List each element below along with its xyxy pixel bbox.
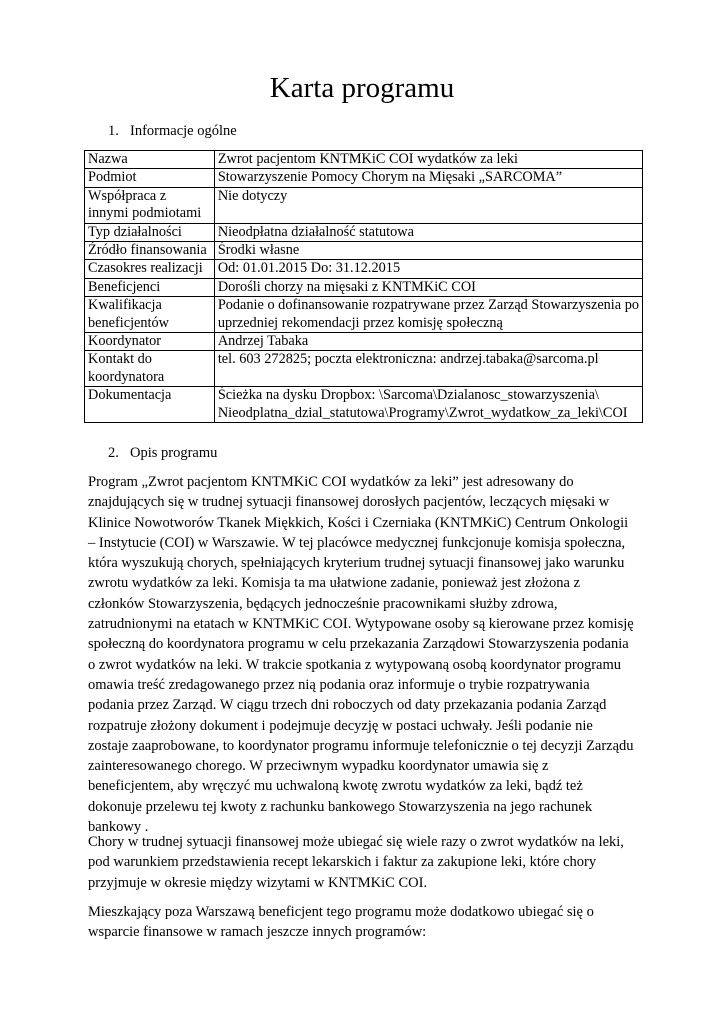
text-line: Klinice Nowotworów Tkanek Miękkich, Kości i Czerniaka (KNTMKiC) Centrum Onkologii [88,514,629,531]
table-label-cell [85,297,215,333]
table-label-cell [85,278,215,296]
table-value-line: Nie dotyczy [217,187,288,204]
table-value-cell [214,297,642,333]
table-label-line: koordynatora [88,368,165,385]
text-line: zwrotu wydatków za leki. Komisja ta ma ułatwione zadanie, ponieważ jest złożona z [88,575,581,592]
table-label-line: Podmiot [88,169,137,186]
text-line: – Instytucie (COI) w Warszawie. W tej placówce medycznej funkcjonuje komisja społeczna, [88,534,626,551]
paragraph-text [88,472,648,837]
table-row [85,333,643,351]
table-label-cell [85,242,215,260]
section-title: Informacje ogólne [130,123,237,139]
paragraph-text [88,832,648,893]
table-row [85,387,643,423]
table-row [85,242,643,260]
text-line: znajdujących się w trudnej sytuacji finansowej dorosłych pacjentów, leczących mięsaki w [88,494,610,511]
table-row [85,260,643,278]
section-heading-general [108,122,237,140]
paragraph-1 [88,472,648,837]
page-title: Karta programu [269,72,455,104]
table-label-line: Czasokres realizacji [88,260,203,277]
table-value-line: Od: 01.01.2015 Do: 31.12.2015 [217,260,401,277]
text-line: Chory w trudnej sytuacji finansowej może ubiegać się wiele razy o zwrot wydatków na leki, [88,834,624,850]
table-label-line: Dokumentacja [88,387,172,404]
table-row [85,297,643,333]
text-line: wsparcie finansowe w ramach jeszcze innych programów: [88,924,427,941]
text-line: członków Stowarzyszenia, będących jednocześnie pracownikami służby zdrowa, [88,595,558,612]
table-label-cell [85,223,215,241]
table-value-line: Nieodpłatna działalność statutowa [217,223,414,240]
table-value-line: Andrzej Tabaka [217,333,309,350]
text-line: podania przez Zarząd. W ciągu trzech dni roboczych od daty przekazania podania Zarząd [88,697,607,714]
info-table [84,150,643,423]
table-value-cell [214,351,642,387]
table-value-cell [214,242,642,260]
text-line: Mieszkający poza Warszawą beneficjent tego programu może dodatkowo ubiegać się o [88,904,594,920]
table-label-line: Beneficjenci [88,278,161,295]
table-value-cell [214,223,642,241]
table-label-line: Kwalifikacja [88,297,162,314]
table-label-line: Typ działalności [88,223,182,240]
table-value-line: Środki własne [217,242,300,259]
text-line: o zwrot wydatków na leki. W trakcie spotkania z wytypowaną osobą koordynator programu [88,656,622,673]
table-row [85,351,643,387]
table-value-cell [214,333,642,351]
text-line: beneficjentem, aby wręczyć mu uchwaloną kwotę zwrotu wydatków za leki, bądź też [88,778,583,795]
text-line: która wyszukują chorych, spełniających kryterium trudnej sytuacji finansowej jako warunku [88,555,625,572]
table-label-line: Współpraca z [88,187,167,204]
section-heading-description [108,444,217,462]
text-line: zatrudnionymi na etatach w KNTMKiC COI. Wytypowane osoby są kierowane przez komisję [88,616,634,633]
text-line: rozpatruje złożony dokument i podejmuje decyzję w postaci uchwały. Jeśli podanie nie [88,717,593,734]
table-label-line: Nazwa [88,151,128,167]
table-label-cell [85,387,215,423]
table-label-cell [85,260,215,278]
table-value-cell [214,187,642,223]
table-row [85,223,643,241]
table-row [85,151,643,169]
table-value-line: uprzedniej rekomendacji przez komisję społeczną [217,314,503,331]
paragraph-text [88,902,648,943]
table-value-cell [214,151,642,169]
table-value-cell [214,387,642,423]
table-row [85,169,643,187]
table-row [85,278,643,296]
section-number: 1. [108,123,119,139]
section-title: Opis programu [130,445,218,461]
table-label-line: beneficjentów [88,314,169,331]
table-label-cell [85,151,215,169]
table-value-line: Zwrot pacjentom KNTMKiC COI wydatków za leki [217,151,518,167]
paragraph-3 [88,902,648,943]
text-line: omawia treść zredagowanego przez nią podania oraz informuje o trybie rozpatrywania [88,676,590,693]
text-line: przyjmuje w okresie między wizytami w KNTMKiC COI. [88,874,428,891]
table-value-cell [214,169,642,187]
text-line: pod warunkiem przedstawienia recept lekarskich i faktur za zakupione leki, które chory [88,854,597,871]
table-value-line: Dorośli chorzy na mięsaki z KNTMKiC COI [217,278,476,295]
table-label-line: Koordynator [88,333,162,350]
text-line: zainteresowanego chorego. W przeciwnym wypadku koordynator umawia się z [88,758,549,775]
table-label-cell [85,333,215,351]
table-value-cell [214,260,642,278]
paragraph-2 [88,832,648,893]
table-value-line: Stowarzyszenie Pomocy Chorym na Mięsaki „SARCOMA” [217,169,563,186]
table-value-line: tel. 603 272825; poczta elektroniczna: andrzej.tabaka@sarcoma.pl [217,351,599,368]
table-value-cell [214,278,642,296]
table-label-line: innymi podmiotami [88,205,202,222]
table-label-line: Kontakt do [88,351,152,368]
table-label-cell [85,169,215,187]
text-line: Program „Zwrot pacjentom KNTMKiC COI wydatków za leki” jest adresowany do [88,474,574,490]
text-line: dokonuje przelewu tej kwoty z rachunku bankowego Stowarzyszenia na jego rachunek [88,798,593,815]
table-value-line: Ścieżka na dysku Dropbox: \Sarcoma\Dzialanosc_stowarzyszenia\ [217,387,599,404]
table-label-line: Źródło finansowania [88,242,207,259]
text-line: bankowy . [88,819,149,836]
table-label-cell [85,187,215,223]
text-line: społeczną do koordynatora programu w celu przekazania Zarządowi Stowarzyszenia podania [88,636,629,653]
text-line: zostaje zaaprobowane, to koordynator programu informuje telefonicznie o tej decyzji Zarządu [88,737,634,754]
table-label-cell [85,351,215,387]
table-row [85,187,643,223]
section-number: 2. [108,445,119,461]
table-value-line: Podanie o dofinansowanie rozpatrywane przez Zarząd Stowarzyszenia po [217,297,639,314]
table-value-line: Nieodplatna_dzial_statutowa\Programy\Zwrot_wydatkow_za_leki\COI [217,404,628,421]
